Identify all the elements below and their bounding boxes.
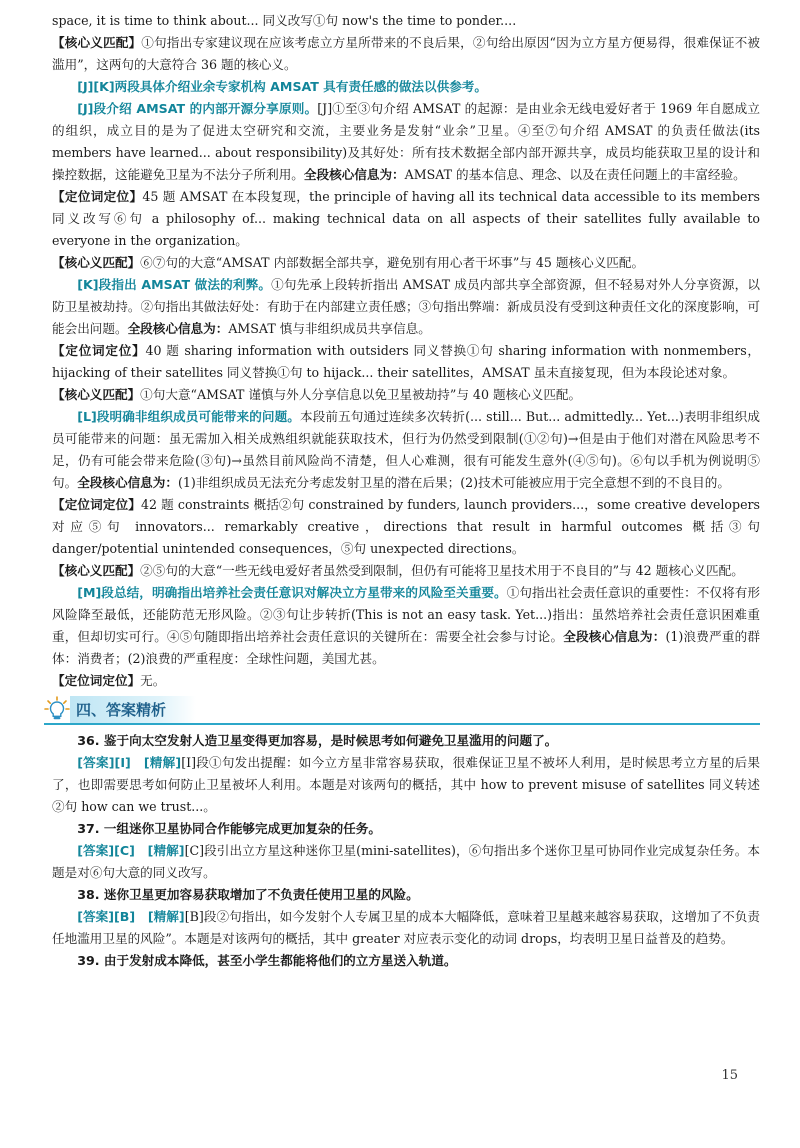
para-j-analysis xyxy=(52,98,760,186)
section-title: 四、答案精析 xyxy=(70,696,196,723)
l-core-text: (1)非组织成员无法充分考虑发射卫星的潜在后果；(2)技术可能被应用于完全意想不到的不良目的。 xyxy=(177,475,730,490)
para-core-match-42 xyxy=(52,560,760,582)
core-match-tag: 【核心义匹配】 xyxy=(52,255,141,270)
answer-label: [答案][C] xyxy=(77,843,135,858)
answer-37 xyxy=(52,840,760,884)
core-match-text: ①句大意“AMSAT 谨慎与外人分享信息以免卫星被劫持”与 40 题核心义匹配。 xyxy=(140,387,582,402)
core-match-tag: 【核心义匹配】 xyxy=(52,563,141,578)
para-m-analysis xyxy=(52,582,760,670)
locate-tag: 【定位词定位】 xyxy=(52,673,141,688)
question-39: 39. 由于发射成本降低，甚至小学生都能将他们的立方星送入轨道。 xyxy=(77,953,457,968)
core-match-tag: 【核心义匹配】 xyxy=(52,387,141,402)
k-core-label: 全段核心信息为： xyxy=(127,321,229,336)
para-core-match-36 xyxy=(52,32,760,76)
para-locate-none xyxy=(52,670,760,692)
explain-text: [B]段②句指出，如今发射个人专属卫星的成本大幅降低，意味着卫星越来越容易获取，这增加了不负责任地滥用卫星的风险”。本题是对该两句的概括，其中 greater 对应表示变化的动词 drops，均表明卫星日益普及的趋势。 xyxy=(52,909,760,946)
explain-text: [C]段引出立方星这种迷你卫星(mini-satellites)，⑥句指出多个迷你卫星可协同作业完成复杂任务。本题是对⑥句大意的同义改写。 xyxy=(52,843,761,880)
section-header xyxy=(44,695,760,725)
j-core-text: AMSAT 的基本信息、理念、以及在责任问题上的丰富经验。 xyxy=(404,167,746,182)
page-number: 15 xyxy=(721,1068,738,1083)
core-match-tag: 【核心义匹配】 xyxy=(52,35,142,50)
para-locate-40 xyxy=(52,340,760,384)
para-l-analysis xyxy=(52,406,760,494)
j-text: [J]①至③句介绍 AMSAT 的起源：是由业余无线电爱好者于 1969 年自愿成立的组织，成立目的是为了促进太空研究和交流，主要业务是发射“业余”卫星。④至⑦句介绍 AMSAT 的负责任做法(its members have learned... about responsibility)及其好处：所有技术数据全部内部开源共享，成员均能获取卫星的设计和操控数据，这能避免卫星为不法分子所利用。 xyxy=(52,101,760,182)
jk-heading: [J][K]两段具体介绍业余专家机构 AMSAT 具有责任感的做法以供参考。 xyxy=(77,79,487,94)
question-38: 38. 迷你卫星更加容易获取增加了不负责任使用卫星的风险。 xyxy=(77,887,419,902)
explain-label: [精解] xyxy=(147,843,185,858)
k-core-text: AMSAT 慎与非组织成员共享信息。 xyxy=(228,321,431,336)
j-core-label: 全段核心信息为： xyxy=(303,167,405,182)
para-core-match-45 xyxy=(52,252,760,274)
core-match-text: ⑥⑦句的大意“AMSAT 内部数据全部共享，避免别有用心者干坏事”与 45 题核心义匹配。 xyxy=(140,255,645,270)
l-text: 本段前五句通过连续多次转折(... still... But... admittedly... Yet...)表明非组织成员可能带来的问题：虽无需加入相关成熟组织就能获取技术，但行为仍然受到限制(①②句)→但是由于他们对潜在风险思考不足，仍有可能会带来危险(③句)→虽然目前风险尚不清楚，但人心难测，很有可能发生意外(④⑤句)。⑥句以手机为例说明⑤句。 xyxy=(52,409,760,490)
m-text: ①句指出社会责任意识的重要性：不仅将有形风险降至最低，还能防范无形风险。②③句让步转折(This is not an easy task. Yet...)指出：虽然培养社会责任意识困难重重，但却切实可行。④⑤句随即指出培养社会责任意识的关键所在：需要全社会参与讨论。 xyxy=(52,585,760,644)
explain-label: [精解] xyxy=(143,755,182,770)
answer-38 xyxy=(52,906,760,950)
m-core-text: (1)浪费严重的群体：消费者；(2)浪费的严重程度：全球性问题，美国尤甚。 xyxy=(52,629,761,666)
explain-text: [I]段①句发出提醒：如今立方星非常容易获取，很难保证卫星不被坏人利用，是时候思考立方星的后果了，也即需要思考如何防止卫星被坏人利用。本题是对该两句的概括，其中 how to prevent misuse of satellites 同义转述②句 how can we trust...。 xyxy=(52,755,760,814)
locate-tag: 【定位词定位】 xyxy=(52,497,141,512)
question-36: 36. 鉴于向太空发射人造卫星变得更加容易，是时候思考如何避免卫星滥用的问题了。 xyxy=(77,733,558,748)
core-match-text: ①句指出专家建议现在应该考虑立方星所带来的不良后果，②句给出原因“因为立方星方便易得，很难保证不被滥用”，这两句的大意符合 36 题的核心义。 xyxy=(52,35,760,72)
k-text: ①句先承上段转折指出 AMSAT 成员内部共享全部资源，但不轻易对外人分享资源，以防卫星被劫持。②句指出其做法好处：有助于在内部建立责任感；③句指出弊端：新成员没有受到这种责任文化的深度影响，可能会出问题。 xyxy=(52,277,760,336)
k-heading: [K]段指出 AMSAT 做法的利弊。 xyxy=(77,277,272,292)
m-core-label: 全段核心信息为： xyxy=(563,629,666,644)
para-jk-heading xyxy=(52,76,760,98)
j-heading: [J]段介绍 AMSAT 的内部开源分享原则。 xyxy=(77,101,318,116)
locate-text: 无。 xyxy=(140,673,166,688)
l-heading: [L]段明确非组织成员可能带来的问题。 xyxy=(77,409,300,424)
explain-label: [精解] xyxy=(147,909,185,924)
core-match-text: ②⑤句的大意“一些无线电爱好者虽然受到限制，但仍有可能将卫星技术用于不良目的”与 42 题核心义匹配。 xyxy=(140,563,744,578)
m-heading: [M]段总结，明确指出培养社会责任意识对解决立方星带来的风险至关重要。 xyxy=(77,585,507,600)
para-core-match-40 xyxy=(52,384,760,406)
locate-text: 40 题 sharing information with outsiders 同义替换①句 sharing information with nonmembers，hijacking of their satellites 同义替换①句 to hijack... their satellites，AMSAT 虽未直接复现，但为本段论述对象。 xyxy=(52,343,761,380)
l-core-label: 全段核心信息为： xyxy=(77,475,178,490)
locate-tag: 【定位词定位】 xyxy=(52,343,146,358)
locate-text: 42 题 constraints 概括②句 constrained by funders, launch providers...，some creative developers 对应⑤句 innovators... remarkably creative，directions that result in harmful outcomes 概括③句 danger/potential unintended consequences，⑤句 unexpected directions。 xyxy=(52,497,761,556)
para-continuation: space, it is time to think about... 同义改写①句 now's the time to ponder.... xyxy=(52,13,517,28)
answer-36 xyxy=(52,752,760,818)
answer-label: [答案][I] xyxy=(77,755,131,770)
para-locate-42 xyxy=(52,494,760,560)
locate-text: 45 题 AMSAT 在本段复现，the principle of having all its technical data accessible to its members 同义改写⑥句 a philosophy of... making technical data on all aspects of their satellites fully available to everyone in the organization。 xyxy=(52,189,760,248)
answer-label: [答案][B] xyxy=(77,909,136,924)
question-37: 37. 一组迷你卫星协同合作能够完成更加复杂的任务。 xyxy=(77,821,381,836)
lightbulb-icon xyxy=(44,696,70,722)
locate-tag: 【定位词定位】 xyxy=(52,189,143,204)
para-locate-45 xyxy=(52,186,760,252)
para-k-analysis xyxy=(52,274,760,340)
